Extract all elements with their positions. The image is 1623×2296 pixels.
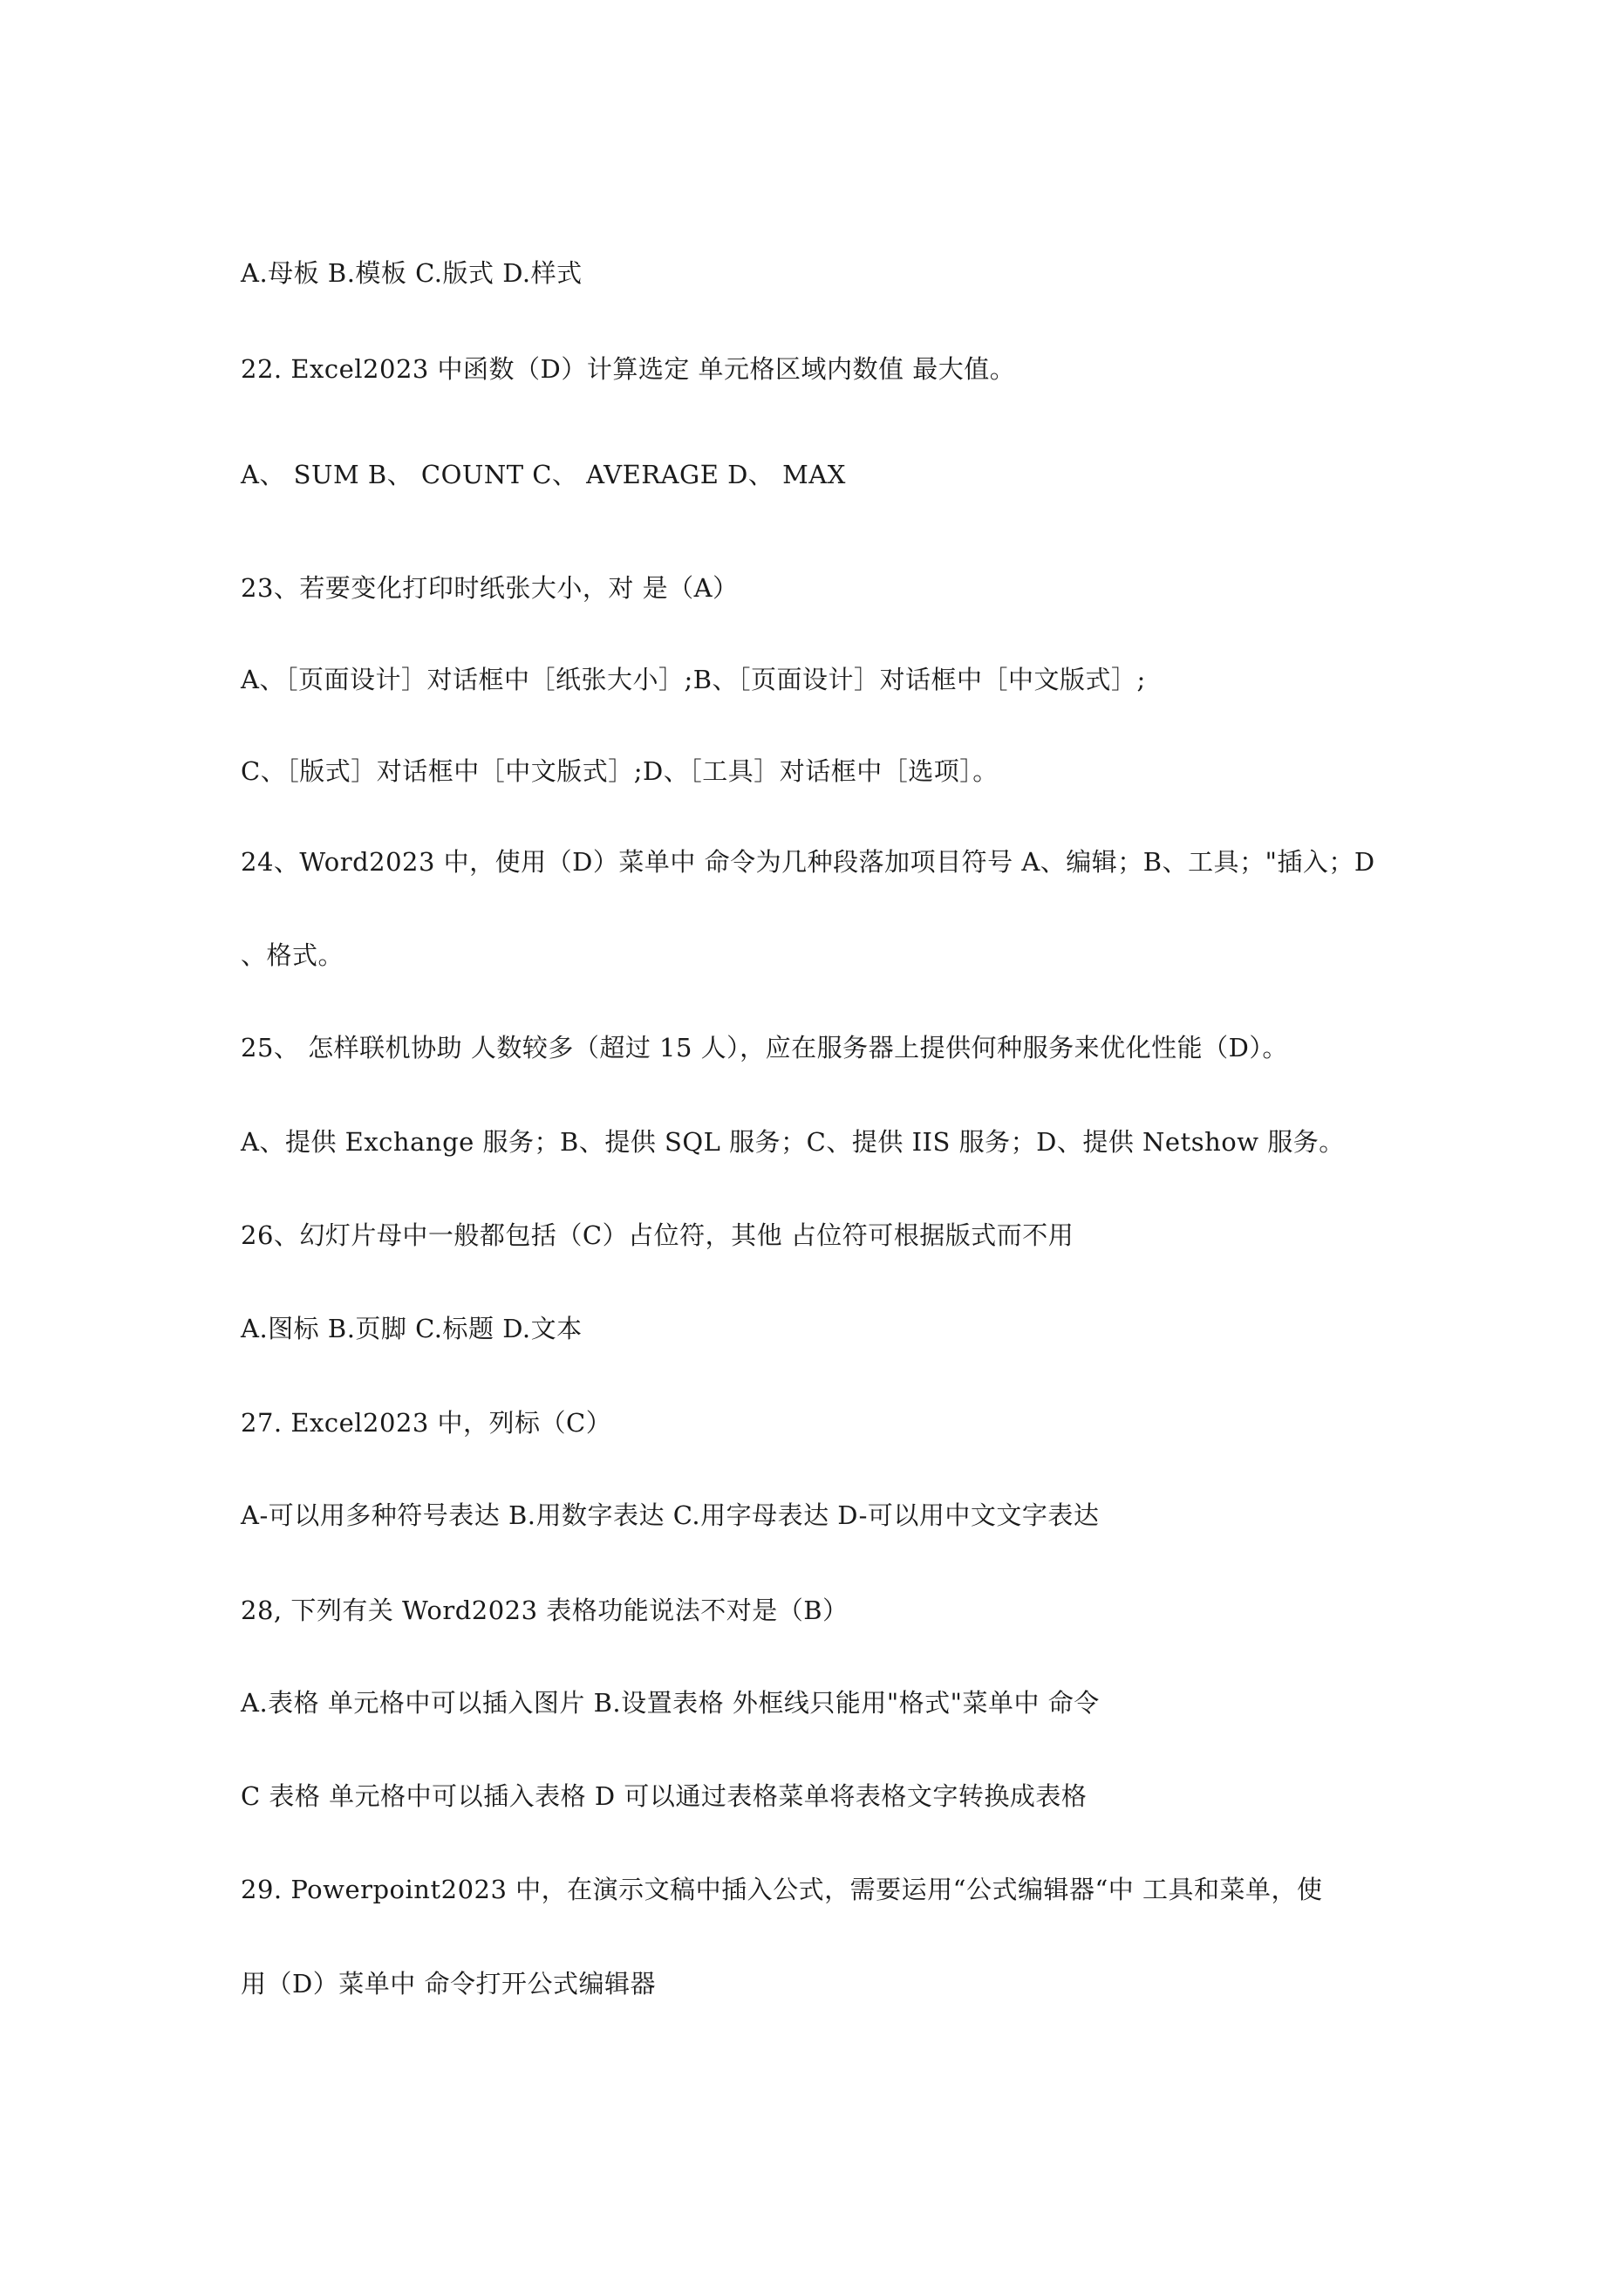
- text-line: C、［版式］对话框中［中文版式］;D、［工具］对话框中［选项］。: [241, 756, 999, 786]
- question-28: 28, 下列有关 Word2023 表格功能说法不对是（B）: [241, 1596, 849, 1625]
- text-line: A、［页面设计］对话框中［纸张大小］;B、［页面设计］对话框中［中文版式］;: [241, 665, 1146, 694]
- text-line: A-可以用多种符号表达 B.用数字表达 C.用字母表达 D-可以用中文文字表达: [241, 1500, 1100, 1530]
- question-24: 24、Word2023 中，使用（D）菜单中 命令为几种段落加项目符号 A、编辑；B、工具；"插入；D: [241, 847, 1375, 877]
- text-line: C 表格 单元格中可以插入表格 D 可以通过表格菜单将表格文字转换成表格: [241, 1781, 1088, 1811]
- text-line: A、 SUM B、 COUNT C、 AVERAGE D、 MAX: [241, 460, 846, 489]
- text-line: A.母板 B.模板 C.版式 D.样式: [241, 258, 583, 288]
- question-27: 27. Excel2023 中，列标（C）: [241, 1408, 612, 1438]
- text-line: 用（D）菜单中 命令打开公式编辑器: [241, 1969, 656, 1999]
- text-line: A、提供 Exchange 服务；B、提供 SQL 服务；C、提供 IIS 服务；D、提供 Netshow 服务。: [241, 1127, 1345, 1157]
- text-line: A.表格 单元格中可以插入图片 B.设置表格 外框线只能用"格式"菜单中 命令: [241, 1688, 1100, 1718]
- question-22: 22. Excel2023 中函数（D）计算选定 单元格区域内数值 最大值。: [241, 354, 1016, 384]
- text-line: 、格式。: [241, 940, 344, 970]
- question-29: 29. Powerpoint2023 中，在演示文稿中插入公式，需要运用“公式编辑器“中 工具和菜单，使: [241, 1875, 1323, 1904]
- question-25: 25、 怎样联机协助 人数较多（超过 15 人），应在服务器上提供何种服务来优化性能（D）。: [241, 1033, 1288, 1063]
- question-23: 23、若要变化打印时纸张大小，对 是（A）: [241, 573, 739, 603]
- question-26: 26、幻灯片母中一般都包括（C）占位符，其他 占位符可根据版式而不用: [241, 1220, 1074, 1250]
- text-line: A.图标 B.页脚 C.标题 D.文本: [241, 1314, 583, 1343]
